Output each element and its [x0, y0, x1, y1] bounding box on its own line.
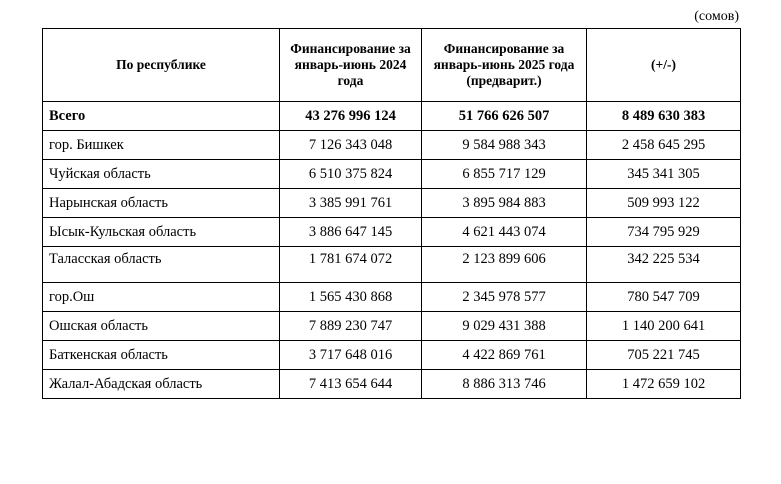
header-region: По республике — [43, 29, 280, 102]
cell-2025: 2 345 978 577 — [422, 283, 587, 312]
cell-2024: 1 565 430 868 — [280, 283, 422, 312]
cell-difference: 705 221 745 — [587, 341, 741, 370]
table-row — [43, 370, 741, 399]
cell-difference: 8 489 630 383 — [587, 102, 741, 131]
row-label: Баткенская область — [43, 341, 280, 370]
cell-difference: 780 547 709 — [587, 283, 741, 312]
cell-2025: 9 584 988 343 — [422, 131, 587, 160]
cell-difference: 342 225 534 — [587, 247, 741, 283]
cell-2024: 3 385 991 761 — [280, 189, 422, 218]
cell-2025: 4 621 443 074 — [422, 218, 587, 247]
table-row — [43, 160, 741, 189]
header-financing-2025: Финансирование за январь-июнь 2025 года (предварит.) — [422, 29, 587, 102]
cell-difference: 2 458 645 295 — [587, 131, 741, 160]
table-row-total — [43, 102, 741, 131]
row-label: гор.Ош — [43, 283, 280, 312]
row-label: Чуйская область — [43, 160, 280, 189]
cell-2024: 3 717 648 016 — [280, 341, 422, 370]
table-row — [43, 312, 741, 341]
unit-label: (сомов) — [694, 9, 739, 24]
table-row — [43, 189, 741, 218]
cell-2025: 51 766 626 507 — [422, 102, 587, 131]
row-label: Ошская область — [43, 312, 280, 341]
cell-2024: 6 510 375 824 — [280, 160, 422, 189]
cell-2024: 3 886 647 145 — [280, 218, 422, 247]
header-financing-2024: Финансирование за январь-июнь 2024 года — [280, 29, 422, 102]
cell-difference: 1 140 200 641 — [587, 312, 741, 341]
cell-2025: 9 029 431 388 — [422, 312, 587, 341]
cell-2025: 8 886 313 746 — [422, 370, 587, 399]
table-row — [43, 131, 741, 160]
cell-2024: 1 781 674 072 — [280, 247, 422, 283]
table-header-row — [43, 29, 741, 102]
row-label: гор. Бишкек — [43, 131, 280, 160]
row-label: Нарынская область — [43, 189, 280, 218]
cell-difference: 734 795 929 — [587, 218, 741, 247]
row-label: Таласская область — [43, 247, 280, 283]
cell-2025: 4 422 869 761 — [422, 341, 587, 370]
cell-2025: 3 895 984 883 — [422, 189, 587, 218]
cell-2024: 7 889 230 747 — [280, 312, 422, 341]
cell-2024: 7 413 654 644 — [280, 370, 422, 399]
cell-difference: 509 993 122 — [587, 189, 741, 218]
table-row — [43, 247, 741, 283]
row-label: Жалал-Абадская область — [43, 370, 280, 399]
cell-difference: 345 341 305 — [587, 160, 741, 189]
cell-difference: 1 472 659 102 — [587, 370, 741, 399]
cell-2024: 43 276 996 124 — [280, 102, 422, 131]
header-difference: (+/-) — [587, 29, 741, 102]
row-label: Всего — [43, 102, 280, 131]
table-row — [43, 218, 741, 247]
financing-table — [42, 28, 741, 399]
table-row — [43, 283, 741, 312]
cell-2025: 6 855 717 129 — [422, 160, 587, 189]
table-row — [43, 341, 741, 370]
cell-2024: 7 126 343 048 — [280, 131, 422, 160]
row-label: Ысык-Кульская область — [43, 218, 280, 247]
cell-2025: 2 123 899 606 — [422, 247, 587, 283]
